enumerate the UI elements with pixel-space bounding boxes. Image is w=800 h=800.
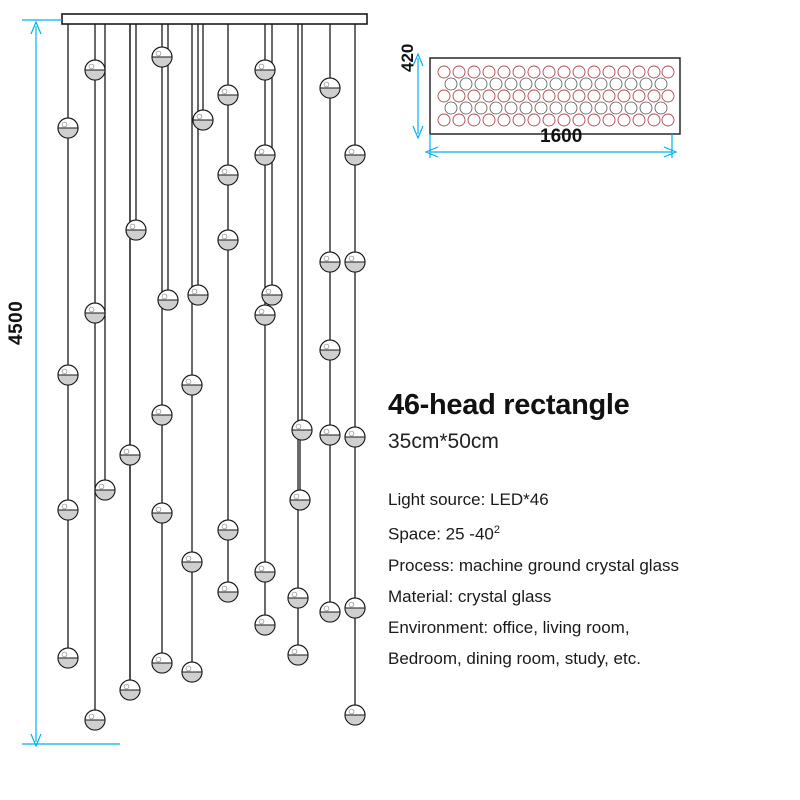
dimension-label-depth: 420 [398,43,417,72]
dimension-label-height: 4500 [6,300,27,345]
spec-environment-line1: Environment: office, living room, [388,617,630,637]
spec-material: Material: crystal glass [388,586,552,606]
spec-environment-line2: Bedroom, dining room, study, etc. [388,648,641,668]
pendant-group [58,24,365,730]
product-size: 35cm*50cm [388,430,499,453]
ceiling-plate-icon [62,14,367,24]
spec-space-superscript: 2 [493,524,500,536]
specification-panel [388,388,788,674]
spec-light-source: Light source: LED*46 [388,490,549,509]
spec-process: Process: machine ground crystal glass [388,555,680,575]
top-view-plan [430,58,680,134]
spec-space-text: Space: 25 -40 [388,524,494,544]
spec-space [388,515,788,550]
specification-list [388,484,788,674]
product-title: 46-head rectangle [388,389,630,421]
dimension-label-width: 1600 [540,126,583,147]
